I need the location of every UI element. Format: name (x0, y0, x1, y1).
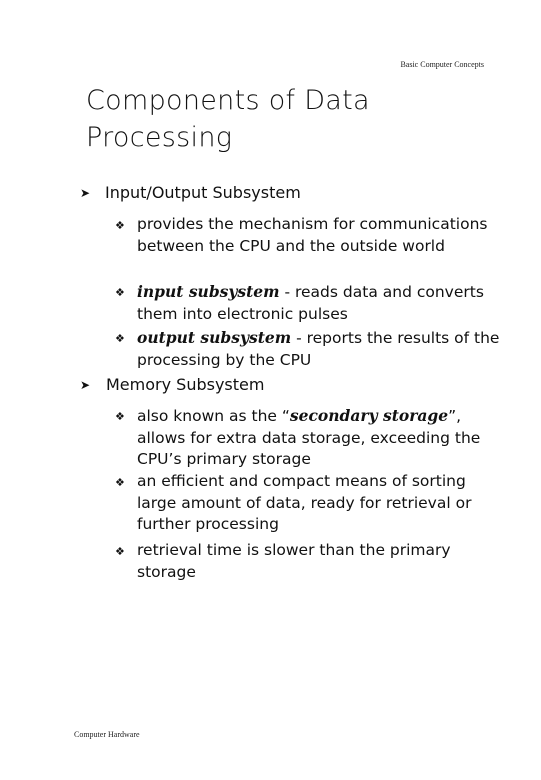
item-text: retrieval time is slower than the primary storage (137, 541, 451, 581)
list-item (115, 405, 507, 471)
slide-title: Components of Data Processing (86, 85, 370, 153)
item-term: secondary storage (289, 406, 449, 425)
item-text: ”, allows for extra data storage, exceeding the CPU’s primary storage (137, 407, 481, 468)
list-item (115, 214, 507, 257)
list-item (115, 327, 507, 371)
item-term: output subsystem (137, 328, 292, 347)
section-label: Input/Output Subsystem (105, 183, 301, 202)
diamond-bullet-icon: ❖ (115, 410, 125, 423)
diamond-bullet-icon: ❖ (115, 545, 125, 558)
list-item (115, 281, 507, 325)
item-text: - reads data and converts them into electronic pulses (137, 283, 484, 323)
diamond-bullet-icon: ❖ (115, 332, 125, 345)
item-text: provides the mechanism for communications between the CPU and the outside world (137, 215, 488, 255)
section-label: Memory Subsystem (106, 375, 265, 394)
list-item (115, 540, 507, 583)
item-text: - reports the results of the processing by the CPU (137, 329, 500, 369)
item-text-pre: also known as the “ (137, 407, 290, 425)
item-text: an efficient and compact means of sorting large amount of data, ready for retrieval or further processing (137, 472, 472, 533)
diamond-bullet-icon: ❖ (115, 476, 125, 489)
page-header: Basic Computer Concepts (400, 60, 484, 69)
diamond-bullet-icon: ❖ (115, 219, 125, 232)
arrowhead-icon: ➤ (80, 378, 91, 392)
arrowhead-icon: ➤ (80, 186, 91, 200)
item-term: input subsystem (137, 282, 280, 301)
diamond-bullet-icon: ❖ (115, 286, 125, 299)
page-footer: Computer Hardware (74, 730, 140, 739)
list-item (115, 471, 507, 536)
